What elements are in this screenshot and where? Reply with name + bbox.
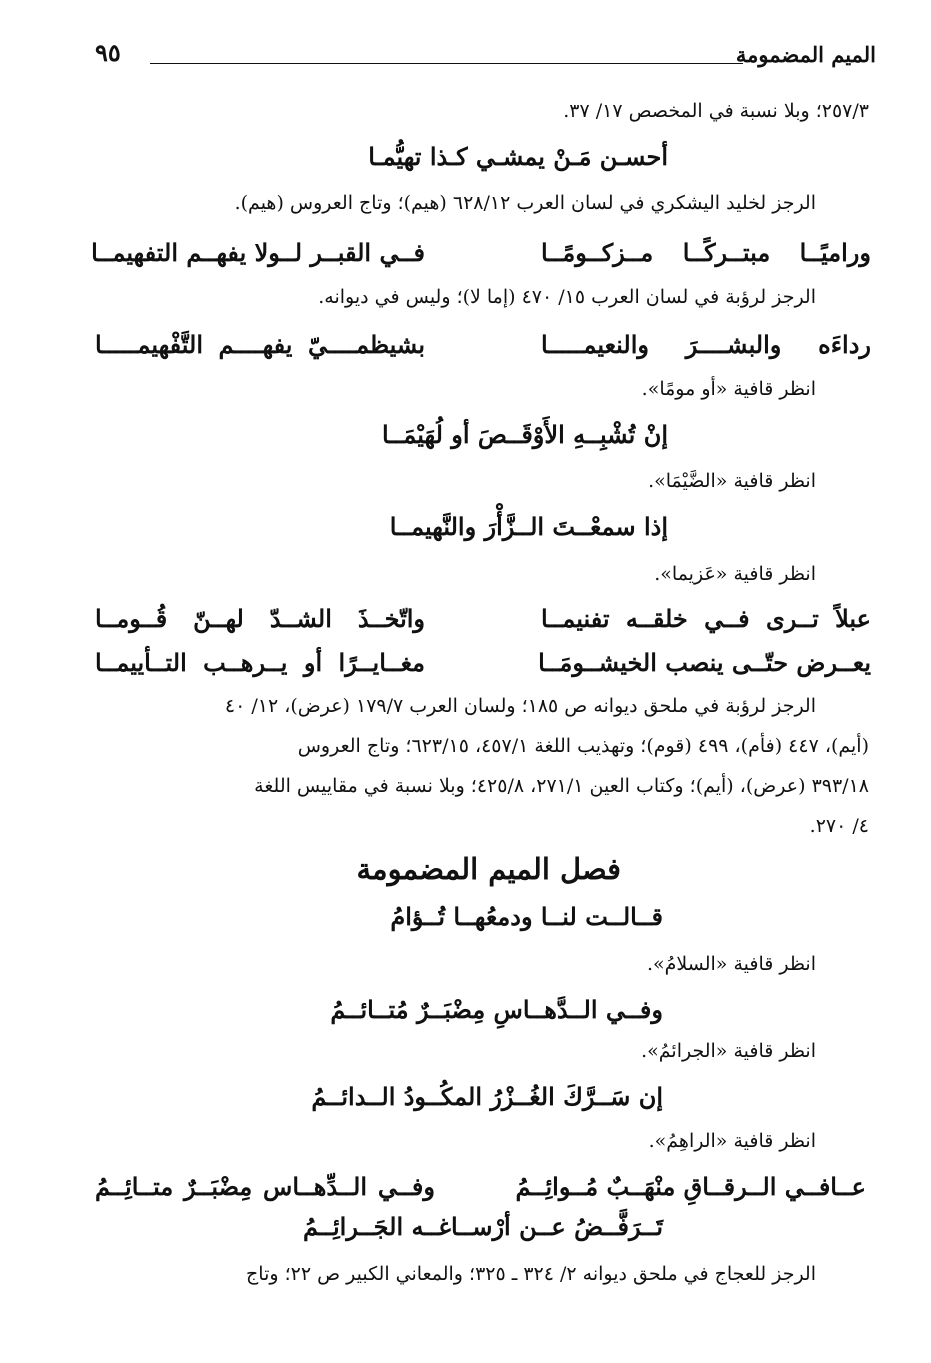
running-title: الميم المضمومة xyxy=(735,42,876,67)
citation-line: الرجز لرؤبة في لسان العرب ١٥/ ٤٧٠ (إما لا)؛ وليس في ديوانه. xyxy=(318,286,816,308)
verse-hemistich-second: واتّخــذَ الشــدّ لهــنّ قُــومــا xyxy=(95,604,425,633)
citation-line: ٢٥٧/٣؛ وبلا نسبة في المخصص ١٧/ ٣٧. xyxy=(563,100,869,122)
section-heading: فصل الميم المضمومة xyxy=(356,852,621,886)
cross-reference: انظر قافية «الضَّيْمَا». xyxy=(648,470,816,492)
citation-line: ٣٩٣/١٨ (عرض)، (أيم)؛ وكتاب العين ٢٧١/١، ٤٢٥/٨؛ وبلا نسبة في مقاييس اللغة xyxy=(254,775,869,797)
citation-line: الرجز للعجاج في ملحق ديوانه ٢/ ٣٢٤ ـ ٣٢٥؛ والمعاني الكبير ص ٢٢؛ وتاج xyxy=(246,1263,816,1285)
verse-line: أحسـن مَـنْ يمشـي كـذا تهيُّمـا xyxy=(368,142,668,171)
citation-line: (أيم)، ٤٤٧ (فأم)، ٤٩٩ (قوم)؛ وتهذيب اللغة ٤٥٧/١، ٦٢٣/١٥؛ وتاج العروس xyxy=(297,735,869,757)
verse-hemistich-second: وفــي الــدِّهــاس مِضْبَــرٌ متــائِــمُ xyxy=(95,1172,435,1201)
header-rule xyxy=(150,63,743,64)
cross-reference: انظر قافية «الراهِمُ». xyxy=(648,1130,816,1152)
cross-reference: انظر قافية «السلامُ». xyxy=(647,953,816,975)
verse-line: وفــي الــدَّهــاسِ مِضْبَــرٌ مُتــائــمُ xyxy=(330,995,663,1024)
verse-hemistich-first: وراميًــا مبتــركًــا مــزكــومًــا xyxy=(541,238,871,267)
verse-hemistich-second: بشيظمــــيّ يفهــــم التَّفْهيمـــــا xyxy=(95,330,425,359)
verse-hemistich-first: عبلاً تــرى فــي خلقــه تفنيمــا xyxy=(541,604,871,633)
citation-line: الرجز لخليد اليشكري في لسان العرب ٦٢٨/١٢ (هيم)؛ وتاج العروس (هيم). xyxy=(234,192,816,214)
verse-hemistich-first: رداءَه والبشــــرَ والنعيمـــــا xyxy=(541,330,871,359)
verse-line: تَــرَفَّــضُ عــن أرْســاغــه الجَــرائِــمُ xyxy=(302,1212,663,1241)
verse-hemistich-first: عــافــي الــرقــاقِ منْهَــبٌ مُــوائِــمُ xyxy=(515,1172,866,1201)
cross-reference: انظر قافية «أو مومًا». xyxy=(641,378,816,400)
verse-line: إنْ تُشْبِــهِ الأَوْقَــصَ أو لُهَيْمَــا xyxy=(382,420,668,449)
cross-reference: انظر قافية «عَزيما». xyxy=(654,563,816,585)
verse-hemistich-second: مغــايــرًا أو يــرهــب التــأييمــا xyxy=(95,648,425,677)
verse-line: قــالــت لنــا ودمعُهــا تُــؤامُ xyxy=(390,902,663,931)
verse-hemistich-second: فــي القبــر لــولا يفهــم التفهيمــا xyxy=(91,238,425,267)
page-number: ٩٥ xyxy=(95,38,121,67)
citation-line: الرجز لرؤبة في ملحق ديوانه ص ١٨٥؛ ولسان العرب ١٧٩/٧ (عرض)، ١٢/ ٤٠ xyxy=(224,695,816,717)
cross-reference: انظر قافية «الجرائمُ». xyxy=(641,1040,816,1062)
verse-hemistich-first: يعــرض حتّــى ينصب الخيشــومَــا xyxy=(538,648,871,677)
citation-line: ٤/ ٢٧٠. xyxy=(809,815,869,837)
verse-line: إن سَــرَّكَ الغُــزْرُ المكُــودُ الــدائــمُ xyxy=(311,1082,663,1111)
verse-line: إذا سمعْــتَ الــزَّأْرَ والنَّهيمــا xyxy=(389,512,668,541)
